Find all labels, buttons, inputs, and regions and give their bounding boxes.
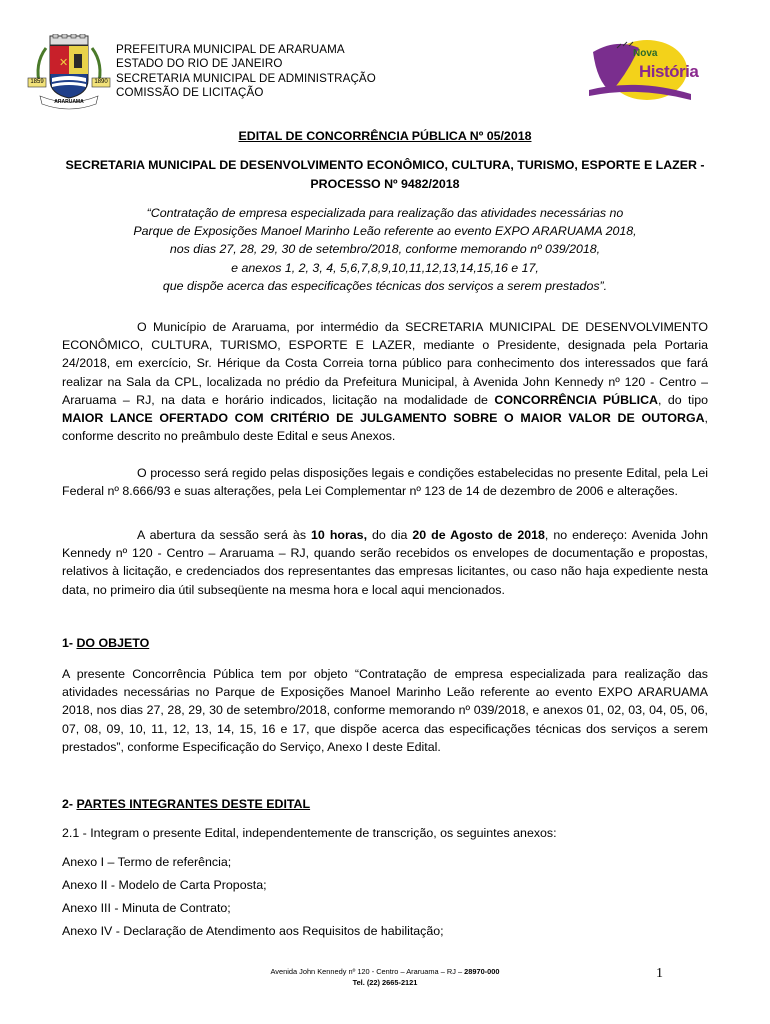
quote-line: “Contratação de empresa especializada para realização das atividades necessárias no	[146, 206, 624, 220]
document-title: EDITAL DE CONCORRÊNCIA PÚBLICA Nº 05/2018	[238, 129, 532, 143]
intro-text: , do tipo	[657, 392, 708, 407]
section-number: 2-	[62, 797, 77, 811]
section-2-intro: 2.1 - Integram o presente Edital, independentemente de transcrição, os seguintes anexos:	[62, 826, 557, 840]
quote-line: Parque de Exposições Manoel Marinho Leão referente ao evento EXPO ARARUAMA 2018,	[133, 224, 637, 239]
header-line-secretaria: SECRETARIA MUNICIPAL DE ADMINISTRAÇÃO	[116, 71, 376, 85]
legal-paragraph: O processo será regido pelas disposições legais e condições estabelecidas no presente Edital, pela Lei Federal nº 8.666/93 e suas alterações, pela Lei Complementar nº 123 de 14 de dezembro de 2006 e alterações.	[62, 466, 708, 499]
logo-text-top: Nova	[633, 48, 658, 59]
section-1-text: A presente Concorrência Pública tem por objeto “Contratação de empresa especializada para realização das atividades necessárias no Parque de Exposições Manoel Marinho Leão referente ao evento EXPO ARARUAMA 2018, nos dias 27, 28, 29, 30 de setembro/2018, conforme memorando nº 039/2018, e anexos 01, 02, 03, 04, 05, 06, 07, 08, 09, 10, 11, 12, 13, 14, 15, 16 e 17, que dispõe acerca das especificações técnicas dos serviços a serem prestados”, conforme Especificação do Serviço, Anexo I deste Edital.	[62, 667, 708, 754]
intro-paragraph	[62, 318, 708, 445]
session-date: 20 de Agosto de 2018	[412, 528, 545, 542]
footer-address	[0, 966, 770, 977]
intro-modality: CONCORRÊNCIA PÚBLICA	[494, 392, 658, 407]
page-footer	[0, 966, 770, 988]
footer-address-text: Avenida John Kennedy nº 120 - Centro – Araruama – RJ –	[270, 967, 465, 976]
session-text: do dia	[367, 528, 413, 542]
coat-year-right: 1890	[94, 79, 108, 85]
section-2-heading	[62, 797, 310, 811]
header-line-prefeitura: PREFEITURA MUNICIPAL DE ARARUAMA	[116, 43, 345, 56]
session-paragraph	[62, 526, 708, 599]
intro-text: , conforme descrito no preâmbulo deste Edital e seus Anexos.	[62, 411, 708, 444]
section-title: PARTES INTEGRANTES DESTE EDITAL	[76, 797, 311, 811]
annex-item: Anexo III - Minuta de Contrato;	[62, 901, 231, 915]
annex-item: Anexo I – Termo de referência;	[62, 855, 232, 869]
quote-line: e anexos 1, 2, 3, 4, 5,6,7,8,9,10,11,12,13,14,15,16 e 17,	[231, 260, 539, 275]
session-text: A abertura da sessão será às	[137, 528, 312, 542]
document-subtitle: SECRETARIA MUNICIPAL DE DESENVOLVIMENTO ECONÔMICO, CULTURA, TURISMO, ESPORTE E LAZER - PROCESSO Nº 9482/2018	[65, 158, 705, 191]
svg-text:✕: ✕	[59, 56, 69, 69]
logo-text-main: História	[639, 62, 699, 81]
coat-ribbon-text: ARARUAMA	[54, 99, 84, 105]
coat-of-arms-icon	[26, 34, 112, 110]
intro-type: MAIOR LANCE OFERTADO COM CRITÉRIO DE JULGAMENTO SOBRE O MAIOR VALOR DE OUTORGA	[62, 411, 705, 426]
page-number: 1	[656, 966, 663, 981]
section-1-heading	[62, 636, 149, 650]
section-title: DO OBJETO	[76, 636, 150, 650]
expo-logo-icon	[587, 34, 699, 104]
object-quote	[62, 204, 708, 295]
intro-text: O Município de Araruama, por intermédio da SECRETARIA MUNICIPAL DE DESENVOLVIMENTO ECONÔMICO, CULTURA, TURISMO, ESPORTE E LAZER, mediante o Presidente, designada pela Portaria 24/2018, em exercício, Sr. Hérique da Costa Correia torna público para conhecimento dos interessados que fará realizar na Sala da CPL, localizada no prédio da Prefeitura Municipal, à Avenida John Kennedy nº 120 - Centro – Araruama – RJ, na data e horário indicados, licitação na modalidade de	[62, 320, 708, 407]
header-line-comissao: COMISSÃO DE LICITAÇÃO	[116, 85, 264, 99]
quote-line: nos dias 27, 28, 29, 30 de setembro/2018, conforme memorando nº 039/2018,	[169, 242, 601, 257]
section-number: 1-	[62, 636, 77, 650]
annex-item: Anexo IV - Declaração de Atendimento aos Requisitos de habilitação;	[62, 924, 444, 938]
footer-cep: 28970-000	[464, 967, 500, 976]
footer-phone: Tel. (22) 2665-2121	[352, 978, 418, 987]
header-institution-lines	[116, 43, 376, 100]
coat-year-left: 1859	[30, 79, 44, 85]
session-text: , no endereço: Avenida John Kennedy nº 120 - Centro – Araruama – RJ, quando serão recebidos os envelopes de documentação e propostas, relativos à licitação, e credenciados dos representantes das empresas licitantes, ou caso não haja expediente nesta data, no primeiro dia útil subseqüente na mesma hora e local aqui mencionados.	[62, 528, 709, 597]
session-time: 10 horas,	[311, 528, 368, 542]
annex-item: Anexo II - Modelo de Carta Proposta;	[62, 878, 267, 892]
header-line-estado: ESTADO DO RIO DE JANEIRO	[116, 57, 283, 71]
quote-line: que dispõe acerca das especificações técnicas dos serviços a serem prestados”.	[162, 278, 608, 293]
